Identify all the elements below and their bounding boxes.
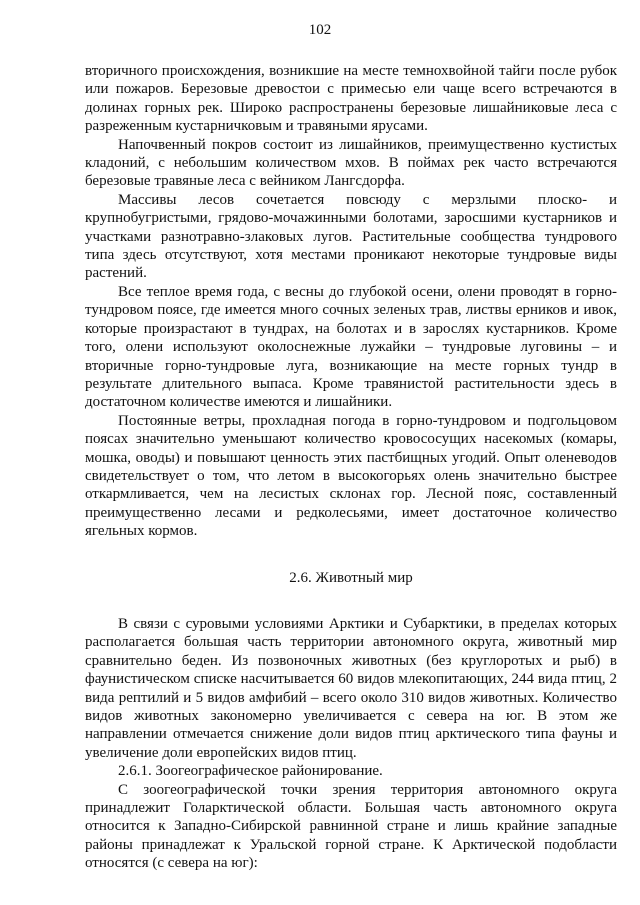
page-content	[85, 62, 617, 873]
subsection-heading: 2.6.1. Зоогеографическое районирование.	[118, 763, 383, 780]
paragraph-ground-cover: Напочвенный покров состоит из лишайников, преимущественно кустистых кладоний, с небольшим количеством мхов. В поймах рек часто встречаются березовые травяные леса с вейником Лангсдорфа.	[85, 136, 617, 190]
paragraph-warm-season: Все теплое время года, с весны до глубокой осени, олени проводят в горно-тундровом поясе, где имеется много сочных зеленых трав, листвы ерников и ивок, которые произрастают в тундрах, на болотах и в зарослях кустарников. Кроме того, олени используют околоснежные лужайки – тундровые луговины – и вторичные горно-тундровые луга, возникающие на месте горных тундр в результате длительного выпаса. Кроме травянистой растительности здесь в достаточном количестве имеются и лишайники.	[85, 283, 617, 411]
page-number: 102	[308, 22, 332, 38]
paragraph-fauna-intro: В связи с суровыми условиями Арктики и Субарктики, в пределах которых располагается большая часть территории автономного округа, животный мир сравнительно беден. Из позвоночных животных (без круглоротых и рыб) в фаунистическом списке насчитывается 60 видов млекопитающих, 244 вида птиц, 2 вида рептилий и 5 видов амфибий – всего около 310 видов животных. Количество видов животных закономерно увеличивается с севера на юг. В этом же направлении отмечается снижение доли видов птиц арктического типа фауны и увеличение доли европейских видов птиц.	[85, 615, 617, 761]
paragraph-zoogeography: С зоогеографической точки зрения территория автономного округа принадлежит Голарктической области. Большая часть автономного округа относится к Западно-Сибирской равнинной стране и лишь крайние западные районы принадлежат к Уральской горной стране. К Арктической подобласти относятся (с севера на юг):	[85, 781, 617, 872]
section-heading: 2.6. Животный мир	[289, 569, 413, 586]
paragraph-forest-massifs: Массивы лесов сочетается повсюду с мерзлыми плоско- и крупнобугристыми, грядово-мочажинными болотами, заросшими кустарников и участками разнотравно-злаковых лугов. Растительные сообщества тундрового типа здесь отсутствуют, хотя местами проникают некоторые тундровые виды растений.	[85, 191, 617, 282]
paragraph-winds: Постоянные ветры, прохладная погода в горно-тундровом и подгольцовом поясах значительно уменьшают количество кровососущих насекомых (комары, мошка, оводы) и повышают ценность этих пастбищных угодий. Опыт оленеводов свидетельствует о том, что летом в высокогорьях олень значительно быстрее откармливается, чем на лесистых склонах гор. Лесной пояс, составленный преимущественно лесами и редколесьями, имеет достаточное количество ягельных кормов.	[85, 412, 617, 540]
paragraph-continuation: вторичного происхождения, возникшие на месте темнохвойной тайги после рубок или пожаров. Березовые древостои с примесью ели чаще всего встречаются в долинах горных рек. Широко распространены березовые лишайниковые леса с разреженным кустарничковым и травяными ярусами.	[85, 63, 617, 135]
